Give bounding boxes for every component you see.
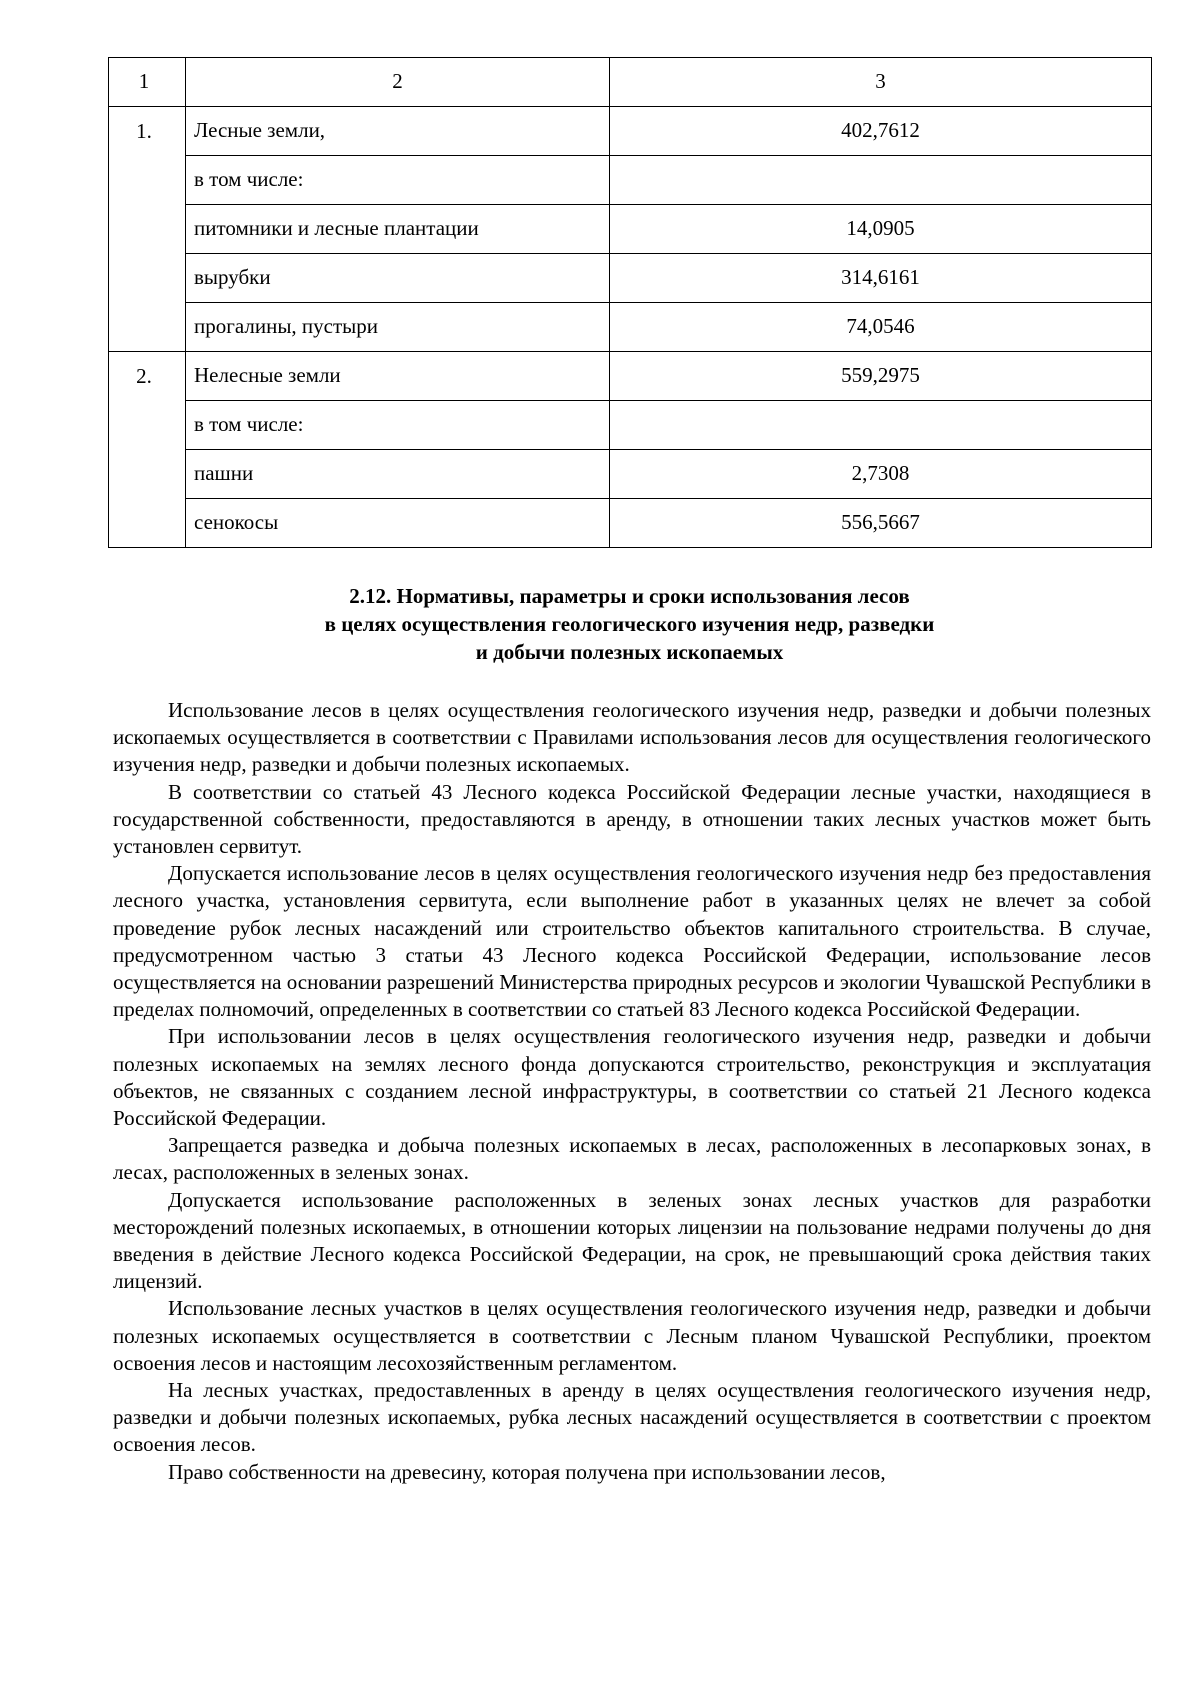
paragraph: Допускается использование расположенных в зеленых зонах лесных участков для разработки месторождений полезных ископаемых, в отношении которых лицензии на пользование недрами получены до дня введения в действие Лесного кодекса Российской Федерации, на срок, не превышающий срока действия таких лицензий. bbox=[113, 1187, 1151, 1294]
paragraph: Право собственности на древесину, которая получена при использовании лесов, bbox=[168, 1459, 886, 1484]
paragraph: На лесных участках, предоставленных в аренду в целях осуществления геологического изучения недр, разведки и добычи полезных ископаемых, рубка лесных насаждений осуществляется в соответствии с проектом освоения лесов. bbox=[113, 1378, 1151, 1457]
row-name-cell: вырубки bbox=[186, 254, 610, 303]
header-cell-2: 2 bbox=[186, 58, 610, 107]
row-value-cell: 14,0905 bbox=[610, 205, 1152, 254]
row-name-cell: питомники и лесные плантации bbox=[186, 205, 610, 254]
row-name-cell: в том числе: bbox=[186, 156, 610, 205]
heading-line: в целях осуществления геологического изучения недр, разведки bbox=[324, 612, 935, 636]
header-cell-1: 1 bbox=[109, 58, 186, 107]
row-number-cell: 1. bbox=[109, 107, 186, 352]
table-row bbox=[109, 254, 1152, 303]
header-cell-3: 3 bbox=[610, 58, 1152, 107]
row-name-cell: сенокосы bbox=[186, 499, 610, 548]
table-row bbox=[109, 352, 1152, 401]
table-header-row bbox=[109, 58, 1152, 107]
row-value-cell bbox=[610, 401, 1152, 450]
table-row bbox=[109, 156, 1152, 205]
row-value-cell: 74,0546 bbox=[610, 303, 1152, 352]
row-value-cell: 2,7308 bbox=[610, 450, 1152, 499]
table-row bbox=[109, 205, 1152, 254]
section-body bbox=[113, 697, 1151, 1486]
land-category-table bbox=[108, 57, 1152, 548]
heading-line: и добычи полезных ископаемых bbox=[475, 640, 784, 664]
row-value-cell bbox=[610, 156, 1152, 205]
row-name-cell: в том числе: bbox=[186, 401, 610, 450]
paragraph: В соответствии со статьей 43 Лесного кодекса Российской Федерации лесные участки, находящиеся в государственной собственности, предоставляются в аренду, в отношении таких лесных участков может быть установлен сервитут. bbox=[113, 779, 1151, 859]
row-value-cell: 559,2975 bbox=[610, 352, 1152, 401]
row-value-cell: 556,5667 bbox=[610, 499, 1152, 548]
table-row bbox=[109, 499, 1152, 548]
heading-line: 2.12. Нормативы, параметры и сроки использования лесов bbox=[349, 584, 910, 608]
table-row bbox=[109, 450, 1152, 499]
table-row bbox=[109, 107, 1152, 156]
row-number-cell: 2. bbox=[109, 352, 186, 548]
table-row bbox=[109, 401, 1152, 450]
paragraph: При использовании лесов в целях осуществления геологического изучения недр, разведки и добычи полезных ископаемых на землях лесного фонда допускаются строительство, реконструкция и эксплуатация объектов, не связанных с созданием лесной инфраструктуры, в соответствии со статьей 21 Лесного кодекса Российской Федерации. bbox=[113, 1024, 1151, 1131]
row-name-cell: Нелесные земли bbox=[186, 352, 610, 401]
row-name-cell: прогалины, пустыри bbox=[186, 303, 610, 352]
table-row bbox=[109, 303, 1152, 352]
paragraph: Допускается использование лесов в целях осуществления геологического изучения недр без предоставления лесного участка, установления сервитута, если выполнение работ в указанных целях не влечет за собой проведение рубок лесных насаждений или строительство объектов капитального строительства. В случае, предусмотренном частью 3 статьи 43 Лесного кодекса Российской Федерации, использование лесов осуществляется на основании разрешений Министерства природных ресурсов и экологии Чувашской Республики в пределах полномочий, определенных в соответствии со статьей 83 Лесного кодекса Российской Федерации. bbox=[113, 861, 1151, 1022]
paragraph: Использование лесных участков в целях осуществления геологического изучения недр, разведки и добычи полезных ископаемых осуществляется в соответствии с Лесным планом Чувашской Республики, проектом освоения лесов и настоящим лесохозяйственным регламентом. bbox=[113, 1296, 1151, 1375]
row-name-cell: Лесные земли, bbox=[186, 107, 610, 156]
row-value-cell: 402,7612 bbox=[610, 107, 1152, 156]
row-name-cell: пашни bbox=[186, 450, 610, 499]
paragraph: Использование лесов в целях осуществления геологического изучения недр, разведки и добычи полезных ископаемых осуществляется в соответствии с Правилами использования лесов для осуществления геологического изучения недр, разведки и добычи полезных ископаемых. bbox=[113, 698, 1151, 777]
section-heading bbox=[108, 582, 1151, 666]
paragraph: Запрещается разведка и добыча полезных ископаемых в лесах, расположенных в лесопарковых зонах, в лесах, расположенных в зеленых зонах. bbox=[113, 1133, 1151, 1185]
row-value-cell: 314,6161 bbox=[610, 254, 1152, 303]
